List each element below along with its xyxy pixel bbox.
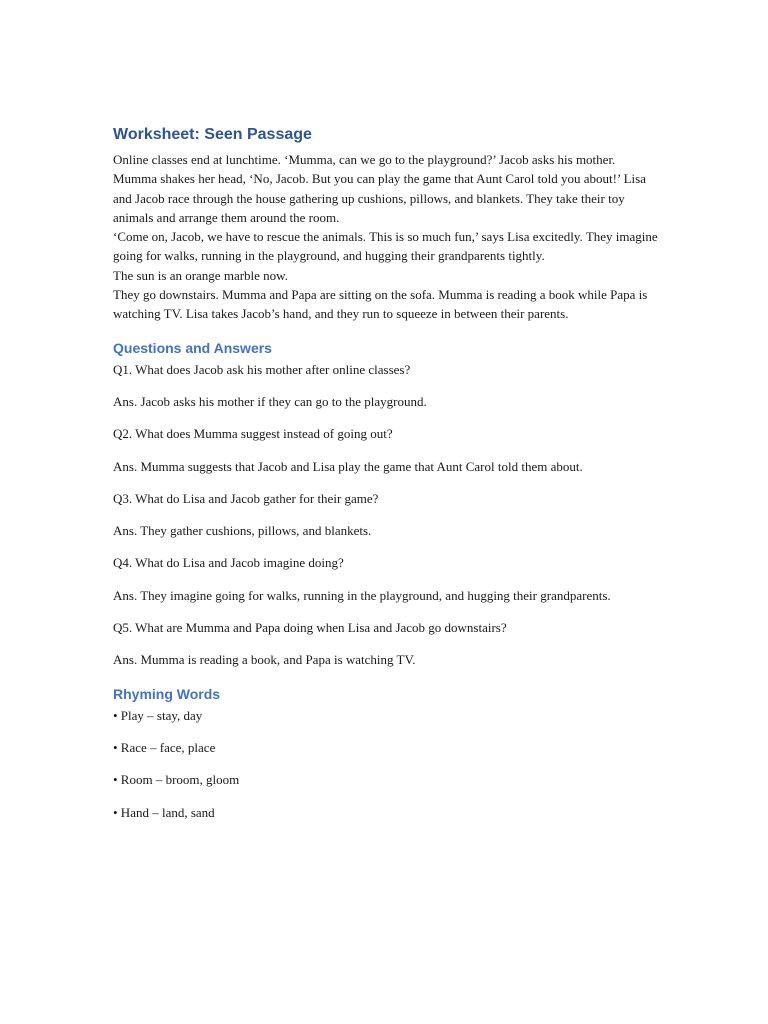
answer: Ans. They imagine going for walks, running in the playground, and hugging their grandparents. xyxy=(113,587,611,603)
worksheet-page xyxy=(113,124,663,835)
question: Q3. What do Lisa and Jacob gather for their game? xyxy=(113,490,379,506)
rhyme-item: • Room – broom, gloom xyxy=(113,772,240,788)
passage-paragraph: Mumma shakes her head, ‘No, Jacob. But you can play the game that Aunt Carol told you about!’ Lisa and Jacob race through the house gathering up cushions, pillows, and blankets. They take their toy animals and arrange them around the room. xyxy=(113,171,646,225)
passage-paragraph: Online classes end at lunchtime. ‘Mumma, can we go to the playground?’ Jacob asks his mother. xyxy=(113,152,616,167)
passage-paragraph: They go downstairs. Mumma and Papa are sitting on the sofa. Mumma is reading a book while Papa is watching TV. Lisa takes Jacob’s hand, and they run to squeeze in between their parents. xyxy=(113,287,648,322)
rhyming-heading: Rhyming Words xyxy=(113,685,221,702)
question: Q5. What are Mumma and Papa doing when Lisa and Jacob go downstairs? xyxy=(113,620,507,636)
rhyme-item: • Hand – land, sand xyxy=(113,804,215,820)
answer: Ans. Mumma is reading a book, and Papa is watching TV. xyxy=(113,652,416,668)
question: Q1. What does Jacob ask his mother after online classes? xyxy=(113,361,411,377)
passage xyxy=(113,150,663,324)
rhyme-item: • Race – face, place xyxy=(113,739,216,755)
passage-paragraph: ‘Come on, Jacob, we have to rescue the animals. This is so much fun,’ says Lisa excitedly. They imagine going for walks, running in the playground, and hugging their grandparents tightly. xyxy=(113,229,658,264)
passage-paragraph: The sun is an orange marble now. xyxy=(113,267,288,283)
answer: Ans. Jacob asks his mother if they can go to the playground. xyxy=(113,393,427,409)
answer: Ans. Mumma suggests that Jacob and Lisa play the game that Aunt Carol told them about. xyxy=(113,458,583,474)
questions-heading: Questions and Answers xyxy=(113,339,272,356)
questions-section xyxy=(113,338,663,670)
question: Q2. What does Mumma suggest instead of going out? xyxy=(113,426,393,442)
page-title: Worksheet: Seen Passage xyxy=(113,126,312,143)
question: Q4. What do Lisa and Jacob imagine doing? xyxy=(113,555,344,571)
rhyming-section xyxy=(113,684,663,822)
answer: Ans. They gather cushions, pillows, and blankets. xyxy=(113,523,372,539)
rhyme-item: • Play – stay, day xyxy=(113,707,203,723)
